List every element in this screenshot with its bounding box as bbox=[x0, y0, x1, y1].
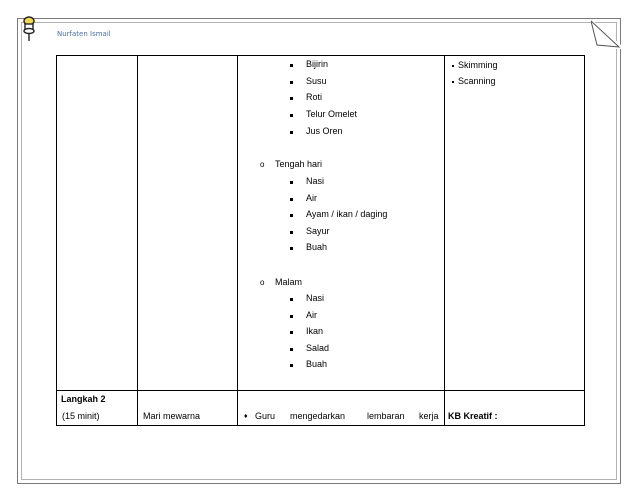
list-item: Jus Oren bbox=[306, 126, 343, 136]
pushpin-icon bbox=[22, 16, 36, 42]
step-label: Langkah 2 bbox=[61, 394, 106, 404]
list-item: Roti bbox=[306, 92, 323, 102]
square-bullet-icon bbox=[290, 231, 293, 234]
list-item: Salad bbox=[306, 343, 330, 353]
column-divider bbox=[137, 56, 138, 425]
square-bullet-icon bbox=[290, 348, 293, 351]
square-bullet-icon bbox=[290, 198, 293, 201]
square-bullet-icon bbox=[290, 181, 293, 184]
list-item: Nasi bbox=[306, 176, 325, 186]
list-item: Nasi bbox=[306, 293, 325, 303]
procedure-word: mengedarkan bbox=[290, 411, 346, 421]
square-bullet-icon bbox=[290, 114, 293, 117]
square-bullet-icon bbox=[290, 131, 293, 134]
list-item: Sayur bbox=[306, 226, 330, 236]
activity-label: Mari mewarna bbox=[143, 411, 201, 421]
circle-bullet-icon: o bbox=[260, 160, 265, 169]
square-bullet-icon bbox=[290, 298, 293, 301]
square-bullet-icon bbox=[290, 97, 293, 100]
row-divider bbox=[57, 390, 584, 391]
list-item: Air bbox=[306, 193, 317, 203]
list-item: Ayam / ikan / daging bbox=[306, 209, 388, 219]
list-item: Telur Omelet bbox=[306, 109, 358, 119]
lesson-table bbox=[56, 55, 585, 426]
section-title: Tengah hari bbox=[275, 159, 323, 169]
square-bullet-icon bbox=[290, 64, 293, 67]
square-bullet-icon bbox=[452, 81, 454, 83]
list-item: Air bbox=[306, 310, 317, 320]
square-bullet-icon bbox=[290, 315, 293, 318]
column-divider bbox=[444, 56, 445, 425]
square-bullet-icon bbox=[290, 247, 293, 250]
list-item: Ikan bbox=[306, 326, 324, 336]
list-item: Bijirin bbox=[306, 59, 329, 69]
column-divider bbox=[237, 56, 238, 425]
list-item: Susu bbox=[306, 76, 327, 86]
square-bullet-icon bbox=[290, 364, 293, 367]
page-curl-icon bbox=[591, 19, 621, 49]
list-item: Skimming bbox=[458, 60, 498, 70]
square-bullet-icon bbox=[452, 65, 454, 67]
square-bullet-icon bbox=[290, 81, 293, 84]
list-item: Buah bbox=[306, 359, 328, 369]
section-title: Malam bbox=[275, 277, 303, 287]
procedure-word: Guru bbox=[255, 411, 276, 421]
diamond-bullet-icon: ♦ bbox=[244, 413, 248, 420]
procedure-word: kerja bbox=[419, 411, 439, 421]
step-duration: (15 minit) bbox=[62, 411, 100, 421]
notes-label: KB Kreatif : bbox=[448, 411, 498, 421]
list-item: Scanning bbox=[458, 76, 496, 86]
circle-bullet-icon: o bbox=[260, 278, 265, 287]
header-author: Nurfaten Ismail bbox=[57, 30, 111, 38]
square-bullet-icon bbox=[290, 214, 293, 217]
procedure-word: lembaran bbox=[367, 411, 405, 421]
square-bullet-icon bbox=[290, 331, 293, 334]
list-item: Buah bbox=[306, 242, 328, 252]
